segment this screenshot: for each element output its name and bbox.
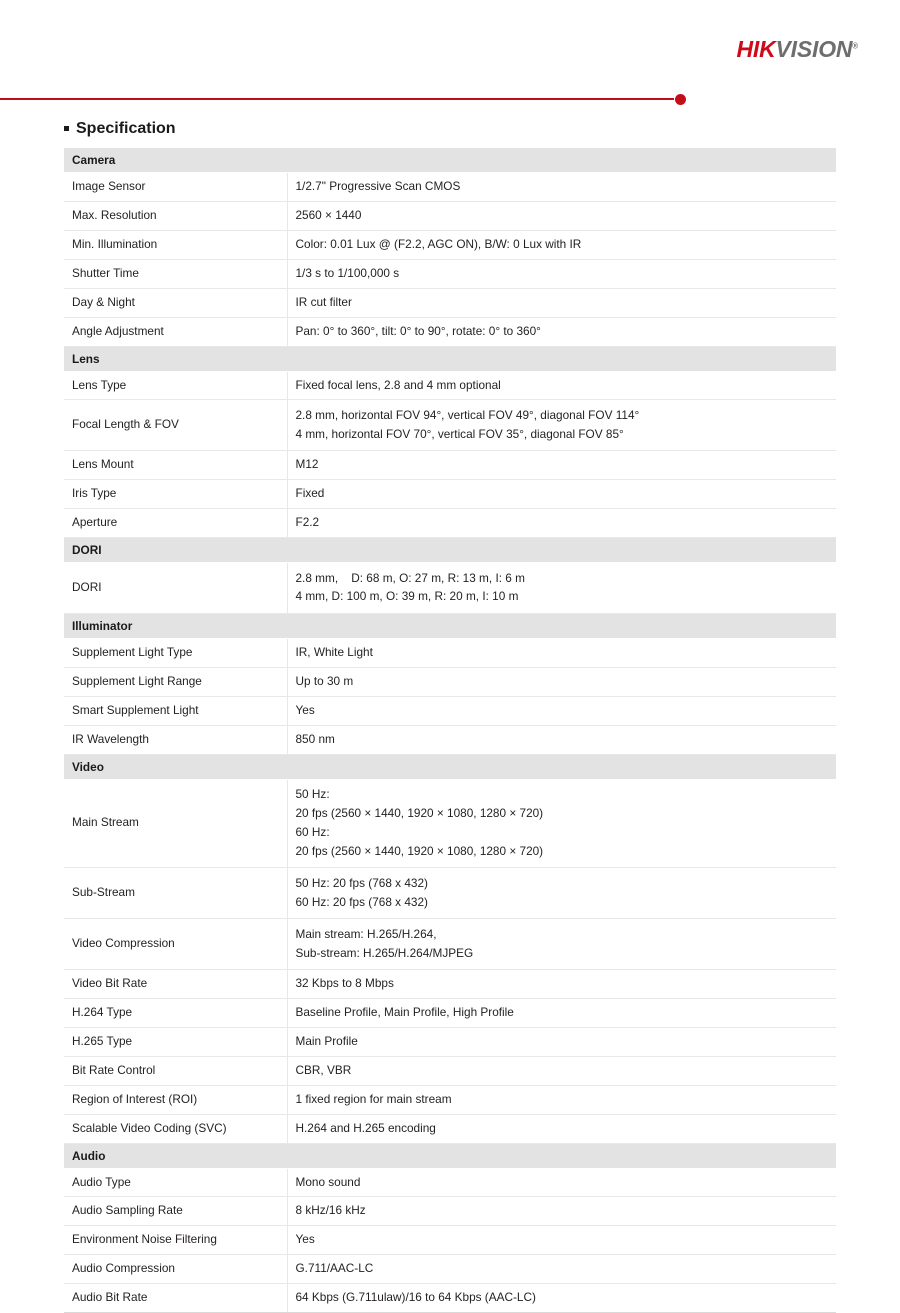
spec-label: Max. Resolution <box>64 201 287 230</box>
table-row <box>64 173 836 202</box>
spec-label: Angle Adjustment <box>64 317 287 346</box>
spec-value-line: 50 Hz: 20 fps (768 x 432) <box>295 875 428 890</box>
spec-value-line: Sub-stream: H.265/H.264/MJPEG <box>295 945 474 960</box>
spec-label: Aperture <box>64 509 287 538</box>
section-header-row <box>64 148 836 173</box>
table-row <box>64 1027 836 1056</box>
spec-label: Audio Compression <box>64 1255 287 1284</box>
spec-label: Scalable Video Coding (SVC) <box>64 1114 287 1143</box>
spec-value: Color: 0.01 Lux @ (F2.2, AGC ON), B/W: 0 Lux with IR <box>287 230 836 259</box>
spec-value: Mono sound <box>287 1168 836 1197</box>
table-row <box>64 1168 836 1197</box>
spec-value: 1 fixed region for main stream <box>287 1085 836 1114</box>
section-header-row <box>64 1143 836 1168</box>
specification-table-body <box>64 148 836 1313</box>
table-row <box>64 259 836 288</box>
spec-label: Lens Type <box>64 371 287 400</box>
table-row <box>64 1255 836 1284</box>
spec-value <box>287 868 836 919</box>
spec-label: Audio Type <box>64 1168 287 1197</box>
header-rule-dot-icon <box>675 94 686 105</box>
spec-value: 64 Kbps (G.711ulaw)/16 to 64 Kbps (AAC-LC) <box>287 1284 836 1313</box>
spec-label: H.264 Type <box>64 998 287 1027</box>
spec-value <box>287 563 836 614</box>
spec-value <box>287 400 836 451</box>
spec-value-line: 50 Hz: <box>295 787 330 802</box>
spec-value <box>287 919 836 970</box>
spec-label: Audio Bit Rate <box>64 1284 287 1313</box>
spec-value: 32 Kbps to 8 Mbps <box>287 969 836 998</box>
table-row <box>64 1056 836 1085</box>
spec-label: Lens Mount <box>64 451 287 480</box>
spec-label: Shutter Time <box>64 259 287 288</box>
spec-label: Smart Supplement Light <box>64 696 287 725</box>
spec-value-line: 60 Hz: 20 fps (768 x 432) <box>295 894 428 909</box>
table-row <box>64 1085 836 1114</box>
table-row <box>64 696 836 725</box>
section-header-row <box>64 346 836 371</box>
table-row <box>64 400 836 451</box>
square-bullet-icon <box>64 126 69 131</box>
spec-label: DORI <box>64 563 287 614</box>
spec-label: Focal Length & FOV <box>64 400 287 451</box>
spec-value-line: 2.8 mm, D: 68 m, O: 27 m, R: 13 m, I: 6 m <box>295 570 525 585</box>
spec-value: CBR, VBR <box>287 1056 836 1085</box>
spec-value: 850 nm <box>287 725 836 754</box>
spec-label: Supplement Light Type <box>64 638 287 667</box>
table-row <box>64 779 836 868</box>
spec-label: Image Sensor <box>64 173 287 202</box>
table-row <box>64 1284 836 1313</box>
section-header-label: Illuminator <box>64 613 836 638</box>
table-row <box>64 201 836 230</box>
spec-value: 1/2.7" Progressive Scan CMOS <box>287 173 836 202</box>
spec-value-line: 2.8 mm, horizontal FOV 94°, vertical FOV 49°, diagonal FOV 114° <box>295 407 640 422</box>
spec-value-line: Main stream: H.265/H.264, <box>295 926 437 941</box>
spec-value: IR, White Light <box>287 638 836 667</box>
table-row <box>64 317 836 346</box>
spec-label: IR Wavelength <box>64 725 287 754</box>
spec-value: H.264 and H.265 encoding <box>287 1114 836 1143</box>
spec-label: Bit Rate Control <box>64 1056 287 1085</box>
logo-text-vision: VISION <box>775 36 853 62</box>
spec-label: Video Compression <box>64 919 287 970</box>
spec-value: Yes <box>287 1226 836 1255</box>
spec-label: Video Bit Rate <box>64 969 287 998</box>
spec-label: Main Stream <box>64 779 287 868</box>
table-row <box>64 667 836 696</box>
spec-value: F2.2 <box>287 509 836 538</box>
spec-label: Sub-Stream <box>64 868 287 919</box>
spec-value: Yes <box>287 696 836 725</box>
page-title-label: Specification <box>76 120 176 137</box>
section-header-label: Camera <box>64 148 836 173</box>
header-divider <box>0 92 900 108</box>
table-row <box>64 1197 836 1226</box>
registered-trademark-icon: ® <box>852 41 858 51</box>
spec-label: Region of Interest (ROI) <box>64 1085 287 1114</box>
section-header-label: Video <box>64 754 836 779</box>
table-row <box>64 451 836 480</box>
section-header-row <box>64 613 836 638</box>
spec-label: Iris Type <box>64 480 287 509</box>
table-row <box>64 480 836 509</box>
table-row <box>64 230 836 259</box>
spec-label: Environment Noise Filtering <box>64 1226 287 1255</box>
spec-value: 8 kHz/16 kHz <box>287 1197 836 1226</box>
section-header-row <box>64 538 836 563</box>
table-row <box>64 371 836 400</box>
spec-value: G.711/AAC-LC <box>287 1255 836 1284</box>
spec-value: 2560 × 1440 <box>287 201 836 230</box>
table-row <box>64 638 836 667</box>
spec-value: 1/3 s to 1/100,000 s <box>287 259 836 288</box>
spec-value-line: 20 fps (2560 × 1440, 1920 × 1080, 1280 × 720) <box>295 806 544 821</box>
page-title <box>64 120 176 138</box>
spec-value: M12 <box>287 451 836 480</box>
specification-table <box>64 147 836 1313</box>
table-row <box>64 919 836 970</box>
table-row <box>64 563 836 614</box>
spec-value: Fixed <box>287 480 836 509</box>
section-header-label: Lens <box>64 346 836 371</box>
section-header-row <box>64 754 836 779</box>
spec-label: Day & Night <box>64 288 287 317</box>
logo-text-hik: HIK <box>736 36 776 62</box>
hikvision-logo <box>737 38 858 61</box>
spec-value: Up to 30 m <box>287 667 836 696</box>
table-row <box>64 509 836 538</box>
spec-value: Main Profile <box>287 1027 836 1056</box>
section-header-label: Audio <box>64 1143 836 1168</box>
spec-value-line: 4 mm, D: 100 m, O: 39 m, R: 20 m, I: 10 m <box>295 589 519 604</box>
table-row <box>64 725 836 754</box>
section-header-label: DORI <box>64 538 836 563</box>
spec-value-line: 20 fps (2560 × 1440, 1920 × 1080, 1280 × 720) <box>295 843 544 858</box>
spec-label: Supplement Light Range <box>64 667 287 696</box>
table-row <box>64 998 836 1027</box>
spec-value-line: 60 Hz: <box>295 824 330 839</box>
spec-value: Pan: 0° to 360°, tilt: 0° to 90°, rotate: 0° to 360° <box>287 317 836 346</box>
header-rule-line <box>0 98 674 100</box>
table-row <box>64 288 836 317</box>
spec-value <box>287 779 836 868</box>
table-row <box>64 1226 836 1255</box>
table-row <box>64 969 836 998</box>
spec-label: H.265 Type <box>64 1027 287 1056</box>
spec-value: IR cut filter <box>287 288 836 317</box>
spec-value: Fixed focal lens, 2.8 and 4 mm optional <box>287 371 836 400</box>
spec-value-line: 4 mm, horizontal FOV 70°, vertical FOV 35°, diagonal FOV 85° <box>295 426 624 441</box>
table-row <box>64 868 836 919</box>
table-row <box>64 1114 836 1143</box>
spec-value: Baseline Profile, Main Profile, High Profile <box>287 998 836 1027</box>
spec-label: Audio Sampling Rate <box>64 1197 287 1226</box>
spec-label: Min. Illumination <box>64 230 287 259</box>
